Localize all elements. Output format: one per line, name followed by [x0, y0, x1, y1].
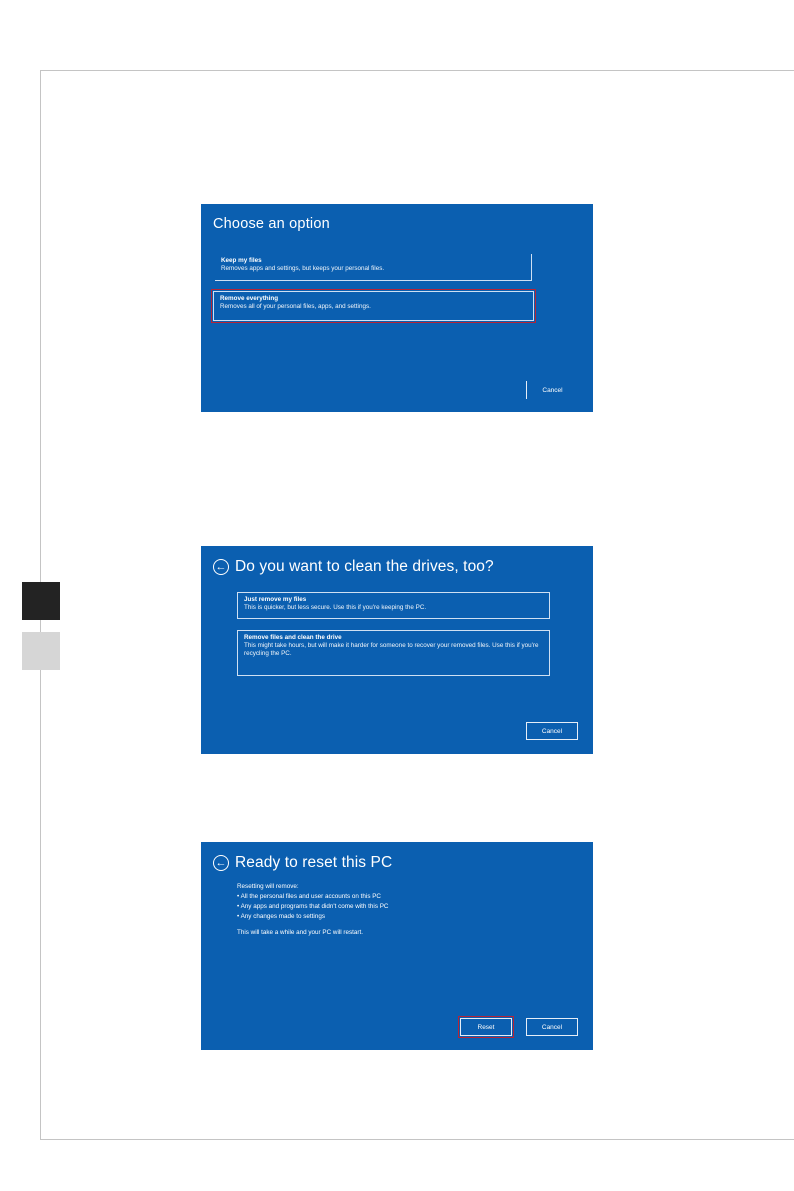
summary-intro: Resetting will remove: — [237, 883, 299, 890]
chapter-tab-active — [22, 582, 60, 620]
back-arrow-icon[interactable]: ← — [213, 855, 229, 871]
summary-bullet: • Any changes made to settings — [237, 912, 388, 922]
summary-bullet: • All the personal files and user accounts on this PC — [237, 892, 388, 902]
keep-my-files-option[interactable] — [215, 254, 532, 281]
screen-header — [213, 854, 392, 872]
option-description: This is quicker, but less secure. Use this if you're keeping the PC. — [244, 604, 427, 612]
screen-title: Ready to reset this PC — [235, 854, 393, 871]
screen-title: Do you want to clean the drives, too? — [235, 558, 494, 575]
option-description: This might take hours, but will make it harder for someone to recover your removed files. Use this if you're recycling the PC. — [244, 642, 539, 658]
reset-button[interactable]: Reset — [460, 1018, 512, 1036]
cancel-button[interactable]: Cancel — [526, 1018, 578, 1036]
cancel-button[interactable]: Cancel — [526, 722, 578, 740]
screen-title: Choose an option — [213, 216, 330, 232]
option-description: Removes all of your personal files, apps, and settings. — [220, 303, 371, 311]
screen-header — [213, 558, 494, 576]
cancel-button[interactable]: Cancel — [526, 381, 578, 399]
chapter-tab-inactive — [22, 632, 60, 670]
remove-everything-option[interactable] — [213, 291, 534, 321]
option-heading: Remove everything — [220, 295, 279, 302]
option-description: Removes apps and settings, but keeps your personal files. — [221, 265, 385, 273]
summary-bullet: • Any apps and programs that didn't come with this PC — [237, 902, 388, 912]
option-heading: Keep my files — [221, 257, 262, 264]
just-remove-files-option[interactable] — [237, 592, 550, 619]
clean-drives-screenshot — [201, 546, 593, 754]
ready-to-reset-screenshot — [201, 842, 593, 1050]
reset-summary — [237, 882, 388, 938]
option-heading: Remove files and clean the drive — [244, 634, 342, 641]
option-heading: Just remove my files — [244, 596, 307, 603]
choose-option-screenshot — [201, 204, 593, 412]
summary-note: This will take a while and your PC will restart. — [237, 929, 363, 936]
back-arrow-icon[interactable]: ← — [213, 559, 229, 575]
remove-and-clean-option[interactable] — [237, 630, 550, 676]
